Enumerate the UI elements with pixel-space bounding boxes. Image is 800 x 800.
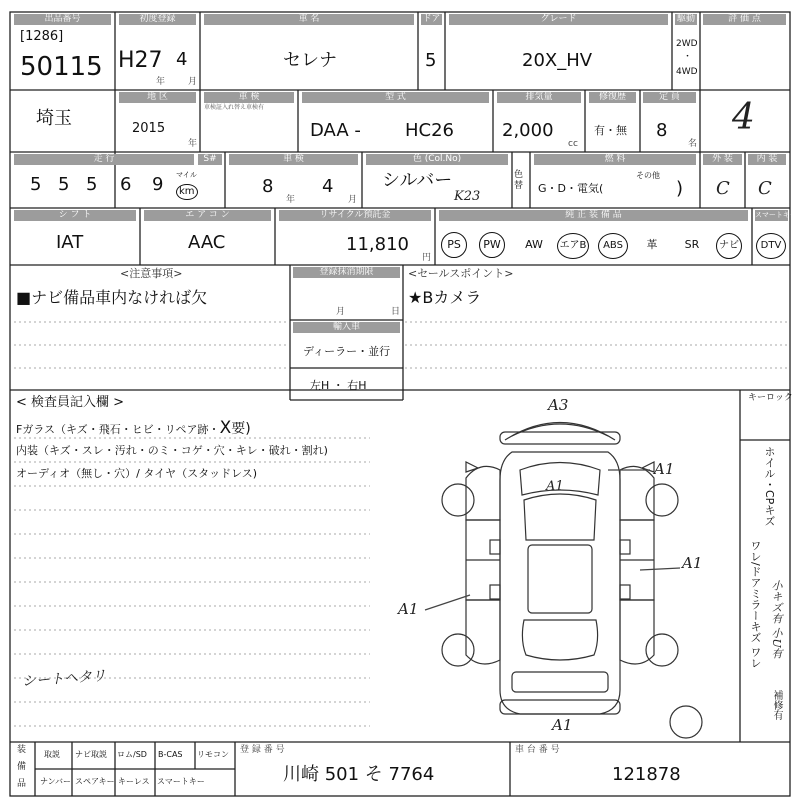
supply-navi-manual: ナビ取説	[75, 750, 107, 759]
model-year-unit: 年	[188, 139, 198, 149]
supply-plate: ナンバー	[40, 777, 72, 786]
diagram-rear-glass	[522, 620, 597, 660]
diagram-windshield	[524, 494, 596, 540]
mark-rear-bumper: A1	[552, 716, 573, 734]
fuel-other: その他	[636, 171, 660, 180]
label-capacity: 定 員	[643, 92, 696, 103]
side-note-mirror: ワレ/ドアミラーキズ ワレ	[749, 540, 762, 669]
label-displacement: 排気量	[497, 92, 581, 103]
model-code: HC26	[405, 120, 455, 141]
aircon: AAC	[188, 232, 226, 253]
displacement: 2,000	[502, 120, 554, 141]
diagram-wheel-rear-left	[442, 634, 474, 666]
mile-unit: マイル	[176, 171, 197, 179]
shaken-year-unit: 年	[286, 195, 296, 205]
label-supplies-v3: 品	[17, 779, 27, 789]
equip-ps: PS	[440, 232, 468, 258]
inspector-line-glass: Fガラス（キズ・飛石・ヒビ・リペア跡・X要)	[16, 418, 251, 438]
label-inspection: 車 検	[204, 92, 294, 103]
side-note-repair: 補修有	[771, 690, 782, 720]
supply-bcas: B-CAS	[158, 750, 183, 759]
drive-4wd: 4WD	[676, 67, 698, 77]
mark-left-side: A1	[398, 600, 419, 618]
interior-grade: C	[758, 178, 772, 199]
label-car-name: 車 名	[204, 14, 414, 25]
label-exterior: 外 装	[703, 154, 742, 165]
diagram-wheel-front-right	[646, 484, 678, 516]
label-region: 地 区	[119, 92, 196, 103]
label-sales-point: <セールスポイント>	[408, 267, 514, 280]
label-recycle-fee: リサイクル預託金	[279, 210, 431, 221]
diagram-wheel-rear-right	[646, 634, 678, 666]
label-plate-number: 登 録 番 号	[240, 745, 285, 755]
label-inspector-section: < 検査員記入欄 >	[16, 395, 125, 410]
car-name: セレナ	[283, 50, 337, 71]
year-unit: 年	[156, 77, 166, 87]
mark-front-bumper: A3	[548, 396, 569, 414]
first-reg-month: 4	[176, 49, 188, 70]
label-key-lock: キーロック	[748, 393, 793, 403]
label-doors: ドア	[422, 14, 441, 24]
equip-leather: 革	[646, 238, 658, 251]
grade: 20X_HV	[522, 50, 593, 71]
model-year: 2015	[132, 121, 166, 136]
month-unit: 月	[188, 77, 198, 87]
exterior-grade: C	[716, 178, 730, 199]
mileage-digit-2: 5	[58, 174, 70, 195]
chassis-number: 121878	[612, 764, 681, 785]
label-mileage: 走 行	[14, 154, 194, 165]
equip-sunroof: SR	[684, 238, 700, 251]
supply-remote: リモコン	[197, 750, 229, 759]
drive-2wd: 2WD	[676, 39, 698, 49]
equip-abs: ABS	[596, 232, 630, 258]
score: 4	[732, 97, 755, 138]
supply-smart-key: スマートキー	[157, 777, 205, 786]
shaken-month-unit: 月	[348, 195, 358, 205]
model-prefix: DAA -	[310, 120, 361, 141]
label-equipment: 純 正 装 備 品	[439, 210, 748, 221]
label-smart-key: スマートキー	[755, 211, 797, 219]
equip-pw: PW	[478, 232, 506, 258]
cc-unit: cc	[568, 139, 578, 149]
shift: IAT	[56, 232, 84, 253]
mark-hood: A1	[546, 479, 564, 494]
diagram-rear-bumper	[500, 700, 620, 714]
diagram-spare-wheel	[670, 706, 702, 738]
diagram-wheel-front-left	[442, 484, 474, 516]
label-color-change: 色替	[514, 170, 524, 191]
era-year: H27	[118, 48, 163, 73]
deadline-month-unit: 月	[336, 307, 346, 317]
repair-history: 有・無	[594, 124, 627, 137]
caution-text: ■ナビ備品車内なければ欠	[16, 288, 208, 307]
supply-manual: 取説	[44, 750, 60, 759]
recycle-fee: 11,810	[346, 234, 409, 255]
mark-right-fender: A1	[654, 460, 675, 478]
person-unit: 名	[688, 139, 698, 149]
inspector-line-audio-tire: オーディオ（無し・穴）/ タイヤ（スタッドレス)	[16, 467, 258, 480]
label-supplies-v1: 装	[17, 745, 27, 755]
shaken-year: 8	[262, 176, 274, 197]
supply-spare-key: スペアキー	[75, 777, 115, 786]
equip-aw: AW	[525, 238, 543, 251]
label-grade: グレード	[449, 14, 668, 25]
label-fuel: 燃 料	[534, 154, 696, 165]
drive-dot: ・	[683, 52, 693, 62]
handwritten-seat-wear: シートヘタリ	[21, 668, 107, 690]
color-code: K23	[454, 189, 481, 204]
label-supplies-v2: 備	[17, 762, 27, 772]
label-aircon: エ ア コ ン	[144, 210, 271, 221]
equip-dtv: DTV	[754, 232, 788, 258]
deadline-day-unit: 日	[391, 307, 401, 317]
color: シルバー	[382, 170, 453, 191]
mark-right-door: A1	[682, 554, 703, 572]
supply-keyless: キーレス	[118, 777, 150, 786]
side-note-wheel: ホイル・CPキズ	[763, 446, 776, 527]
lot-bracket: [1286]	[20, 29, 64, 44]
side-note-scratch: 小キズ有 小U有	[770, 580, 783, 659]
label-drive: 駆動	[676, 14, 695, 24]
sales-point: ★Bカメラ	[408, 288, 482, 307]
import-dealer: ディーラー・並行	[303, 345, 391, 358]
label-caution: <注意事項>	[120, 267, 183, 280]
mileage-digit-5: 9	[152, 174, 164, 195]
mileage-digit-1: 5	[30, 174, 42, 195]
equip-airbag: エアB	[554, 232, 592, 258]
label-chassis-number: 車 台 番 号	[515, 745, 560, 755]
lot-number: 50115	[20, 52, 103, 82]
label-color: 色 (Col.No)	[366, 154, 508, 165]
diagram-trunk	[512, 672, 608, 692]
label-score: 評 価 点	[703, 14, 786, 25]
fuel-close: )	[676, 178, 684, 199]
supply-rom-sd: ロム/SD	[117, 750, 147, 759]
mileage-digit-4: 6	[120, 174, 132, 195]
yen-unit: 円	[422, 253, 432, 263]
km-unit-circled: km	[176, 184, 198, 200]
capacity: 8	[656, 120, 668, 141]
label-reg-deadline: 登録抹消期限	[293, 267, 400, 278]
label-import-car: 輸入車	[293, 322, 400, 333]
diagram-roof	[528, 545, 592, 613]
label-interior: 内 装	[748, 154, 786, 165]
doors: 5	[425, 50, 437, 71]
inspection-note: 車検証入れ替え車検有	[204, 104, 265, 111]
label-shift: シ フ ト	[14, 210, 136, 221]
label-shaken-serial: S#	[198, 154, 222, 165]
equip-navi: ナビ	[714, 232, 744, 258]
fuel: G・D・電気(	[538, 182, 604, 195]
region: 埼玉	[36, 108, 72, 129]
label-shaken: 車 検	[229, 154, 358, 165]
import-handle: 左H ・ 右H	[310, 379, 367, 392]
label-repair-history: 修復歴	[589, 92, 636, 103]
label-model: 型 式	[302, 92, 489, 103]
plate-number: 川崎 501 そ 7764	[283, 764, 435, 785]
shaken-month: 4	[322, 176, 334, 197]
inspector-line-interior: 内装（キズ・スレ・汚れ・のミ・コゲ・穴・キレ・破れ・割れ)	[16, 444, 328, 457]
label-first-registration: 初度登録	[119, 14, 196, 25]
mileage-digit-3: 5	[86, 174, 98, 195]
label-exhibit-no: 出品番号	[14, 14, 111, 25]
